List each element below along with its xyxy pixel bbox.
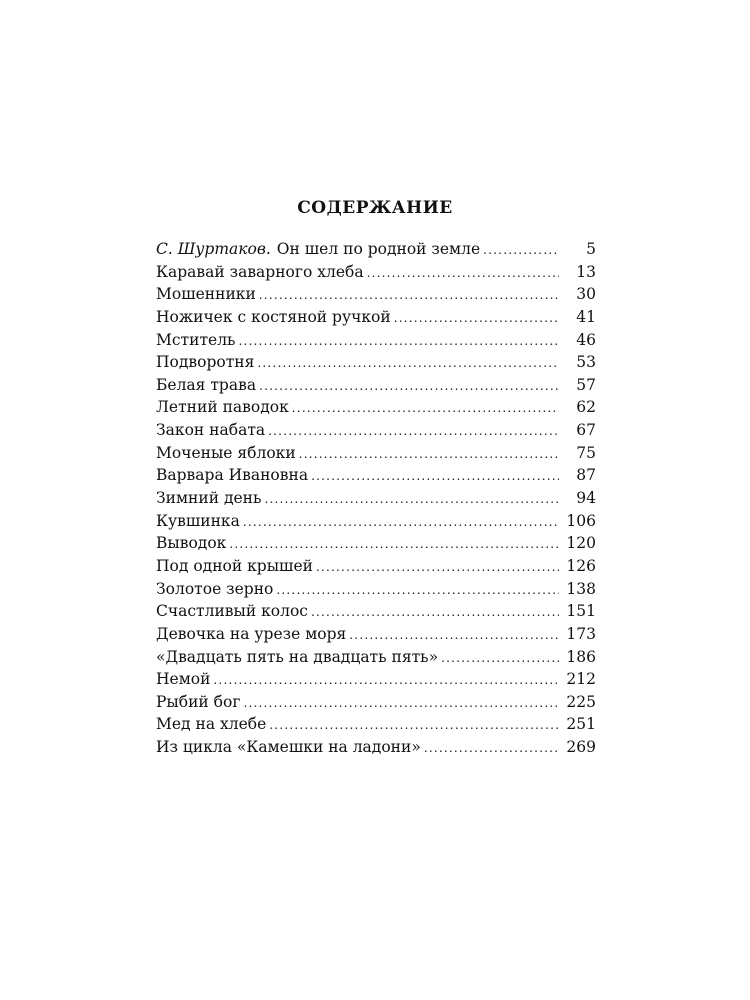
- toc-entry-title: Золотое зерно: [156, 579, 274, 598]
- dot-leader: [276, 579, 559, 602]
- dot-leader: [243, 511, 559, 534]
- dot-leader: [311, 465, 559, 488]
- toc-entry-text: [156, 623, 346, 646]
- dot-leader: [441, 647, 559, 670]
- dot-leader: [239, 330, 560, 353]
- toc-entry-page-number: 126: [566, 556, 596, 575]
- toc-entry: [156, 442, 596, 465]
- toc-entry-page-number: 87: [576, 466, 596, 485]
- toc-entry-author: С. Шуртаков.: [156, 240, 271, 258]
- toc-entry-title: Из цикла «Камешки на ладони»: [156, 738, 421, 757]
- toc-entry-text: [156, 464, 308, 487]
- dot-leader: [243, 692, 559, 715]
- toc-entry-text: [156, 532, 226, 555]
- dot-leader: [424, 737, 559, 760]
- toc-entry: [156, 646, 596, 669]
- dot-leader: [316, 556, 559, 579]
- toc-entry-page-number: 212: [566, 670, 596, 689]
- toc-entry-text: [156, 646, 438, 669]
- toc-entry-text: [156, 306, 391, 329]
- toc-entry-text: [156, 578, 273, 601]
- toc-entry: [156, 510, 596, 533]
- toc-entry: [156, 555, 596, 578]
- toc-entry-page-number: 62: [576, 398, 596, 417]
- toc-entry: [156, 713, 596, 736]
- dot-leader: [394, 307, 559, 330]
- toc-heading: СОДЕРЖАНИЕ: [297, 198, 453, 218]
- toc-entry-text: [156, 600, 308, 623]
- toc-entry-title: Варвара Ивановна: [156, 466, 309, 485]
- toc-entry-page-number: 13: [576, 262, 596, 281]
- toc-entry: [156, 578, 596, 601]
- toc-entry-text: [156, 419, 265, 442]
- toc-entry-text: [156, 283, 256, 306]
- toc-entry-page-number: 53: [576, 353, 596, 372]
- toc-entry-title: Мошенники: [156, 285, 256, 304]
- toc-entry-text: [156, 261, 364, 284]
- dot-leader: [292, 397, 559, 420]
- toc-entry: [156, 283, 596, 306]
- toc-entry-page-number: 41: [576, 307, 596, 326]
- toc-entry-title: Немой: [156, 670, 211, 689]
- dot-leader: [229, 533, 559, 556]
- dot-leader: [299, 443, 559, 466]
- toc-entry-text: [156, 442, 296, 465]
- toc-entry-page-number: 46: [576, 330, 596, 349]
- toc-entry: [156, 691, 596, 714]
- dot-leader: [259, 375, 559, 398]
- toc-entry-page-number: 173: [566, 624, 596, 643]
- toc-entry-page-number: 120: [566, 534, 596, 553]
- dot-leader: [264, 488, 559, 511]
- toc-entry-title: Он шел по родной земле: [276, 240, 481, 258]
- dot-leader: [269, 714, 559, 737]
- dot-leader: [213, 669, 559, 692]
- toc-entry: [156, 351, 596, 374]
- toc-entry: [156, 329, 596, 352]
- toc-entry-page-number: 251: [566, 715, 596, 734]
- toc-entry-page-number: 94: [576, 489, 596, 508]
- toc-entry: [156, 261, 596, 284]
- toc-entry: [156, 487, 596, 510]
- toc-entry: [156, 736, 596, 759]
- toc-entry-text: [156, 668, 210, 691]
- toc-entry-title: «Двадцать пять на двадцать пять»: [156, 647, 439, 666]
- toc-entry-text: [156, 510, 240, 533]
- toc-entry-title: Мед на хлебе: [156, 715, 267, 734]
- toc-entry-page-number: 75: [576, 443, 596, 462]
- dot-leader: [268, 420, 559, 443]
- dot-leader: [259, 284, 559, 307]
- toc-entry: [156, 374, 596, 397]
- toc-entry-title: Белая трава: [156, 375, 257, 394]
- toc-entry-title: Счастливый колос: [156, 602, 308, 621]
- toc-entry-title: Закон набата: [156, 421, 266, 440]
- dot-leader: [257, 352, 559, 375]
- toc-entry-title: Выводок: [156, 534, 227, 553]
- toc-entry-page-number: 30: [576, 285, 596, 304]
- dot-leader: [311, 601, 559, 624]
- toc-entry-page-number: 186: [566, 647, 596, 666]
- toc-entry: [156, 306, 596, 329]
- toc-entry: [156, 600, 596, 623]
- toc-entry-page-number: 106: [566, 511, 596, 530]
- toc-entry-page-number: 151: [566, 602, 596, 621]
- toc-entry-title: Летний паводок: [156, 398, 289, 417]
- toc-entry-title: Подворотня: [156, 353, 255, 372]
- toc-entry-text: [156, 374, 256, 397]
- toc-entry-title: Рыбий бог: [156, 692, 241, 711]
- toc-entry-title: Под одной крышей: [156, 556, 313, 575]
- toc-entry-page-number: 57: [576, 375, 596, 394]
- toc-entry-title: Девочка на урезе моря: [156, 624, 347, 643]
- toc-entry-page-number: 67: [576, 421, 596, 440]
- toc-entry: [156, 238, 596, 261]
- dot-leader: [483, 239, 559, 262]
- toc-entry-title: Зимний день: [156, 489, 262, 508]
- toc-entry-text: [156, 238, 480, 261]
- toc-entry: [156, 668, 596, 691]
- toc-entry-page-number: 138: [566, 579, 596, 598]
- dot-leader: [367, 262, 559, 285]
- toc-entry: [156, 623, 596, 646]
- toc-entry-text: [156, 713, 266, 736]
- toc-entry-text: [156, 396, 289, 419]
- toc-entry-text: [156, 555, 313, 578]
- toc-entry-text: [156, 736, 421, 759]
- table-of-contents: [156, 238, 596, 759]
- toc-entry: [156, 532, 596, 555]
- dot-leader: [349, 624, 559, 647]
- toc-entry-text: [156, 351, 254, 374]
- toc-entry-page-number: 5: [586, 240, 596, 258]
- toc-entry-title: Кувшинка: [156, 511, 240, 530]
- toc-entry-text: [156, 691, 240, 714]
- toc-entry: [156, 396, 596, 419]
- toc-entry-title: Каравай заварного хлеба: [156, 262, 364, 281]
- toc-entry-text: [156, 329, 236, 352]
- toc-entry-text: [156, 487, 261, 510]
- toc-entry: [156, 464, 596, 487]
- toc-entry-page-number: 269: [566, 738, 596, 757]
- toc-entry-page-number: 225: [566, 692, 596, 711]
- toc-entry-title: Моченые яблоки: [156, 443, 296, 462]
- toc-entry-title: Мститель: [156, 330, 236, 349]
- toc-entry: [156, 419, 596, 442]
- toc-entry-title: Ножичек с костяной ручкой: [156, 307, 391, 326]
